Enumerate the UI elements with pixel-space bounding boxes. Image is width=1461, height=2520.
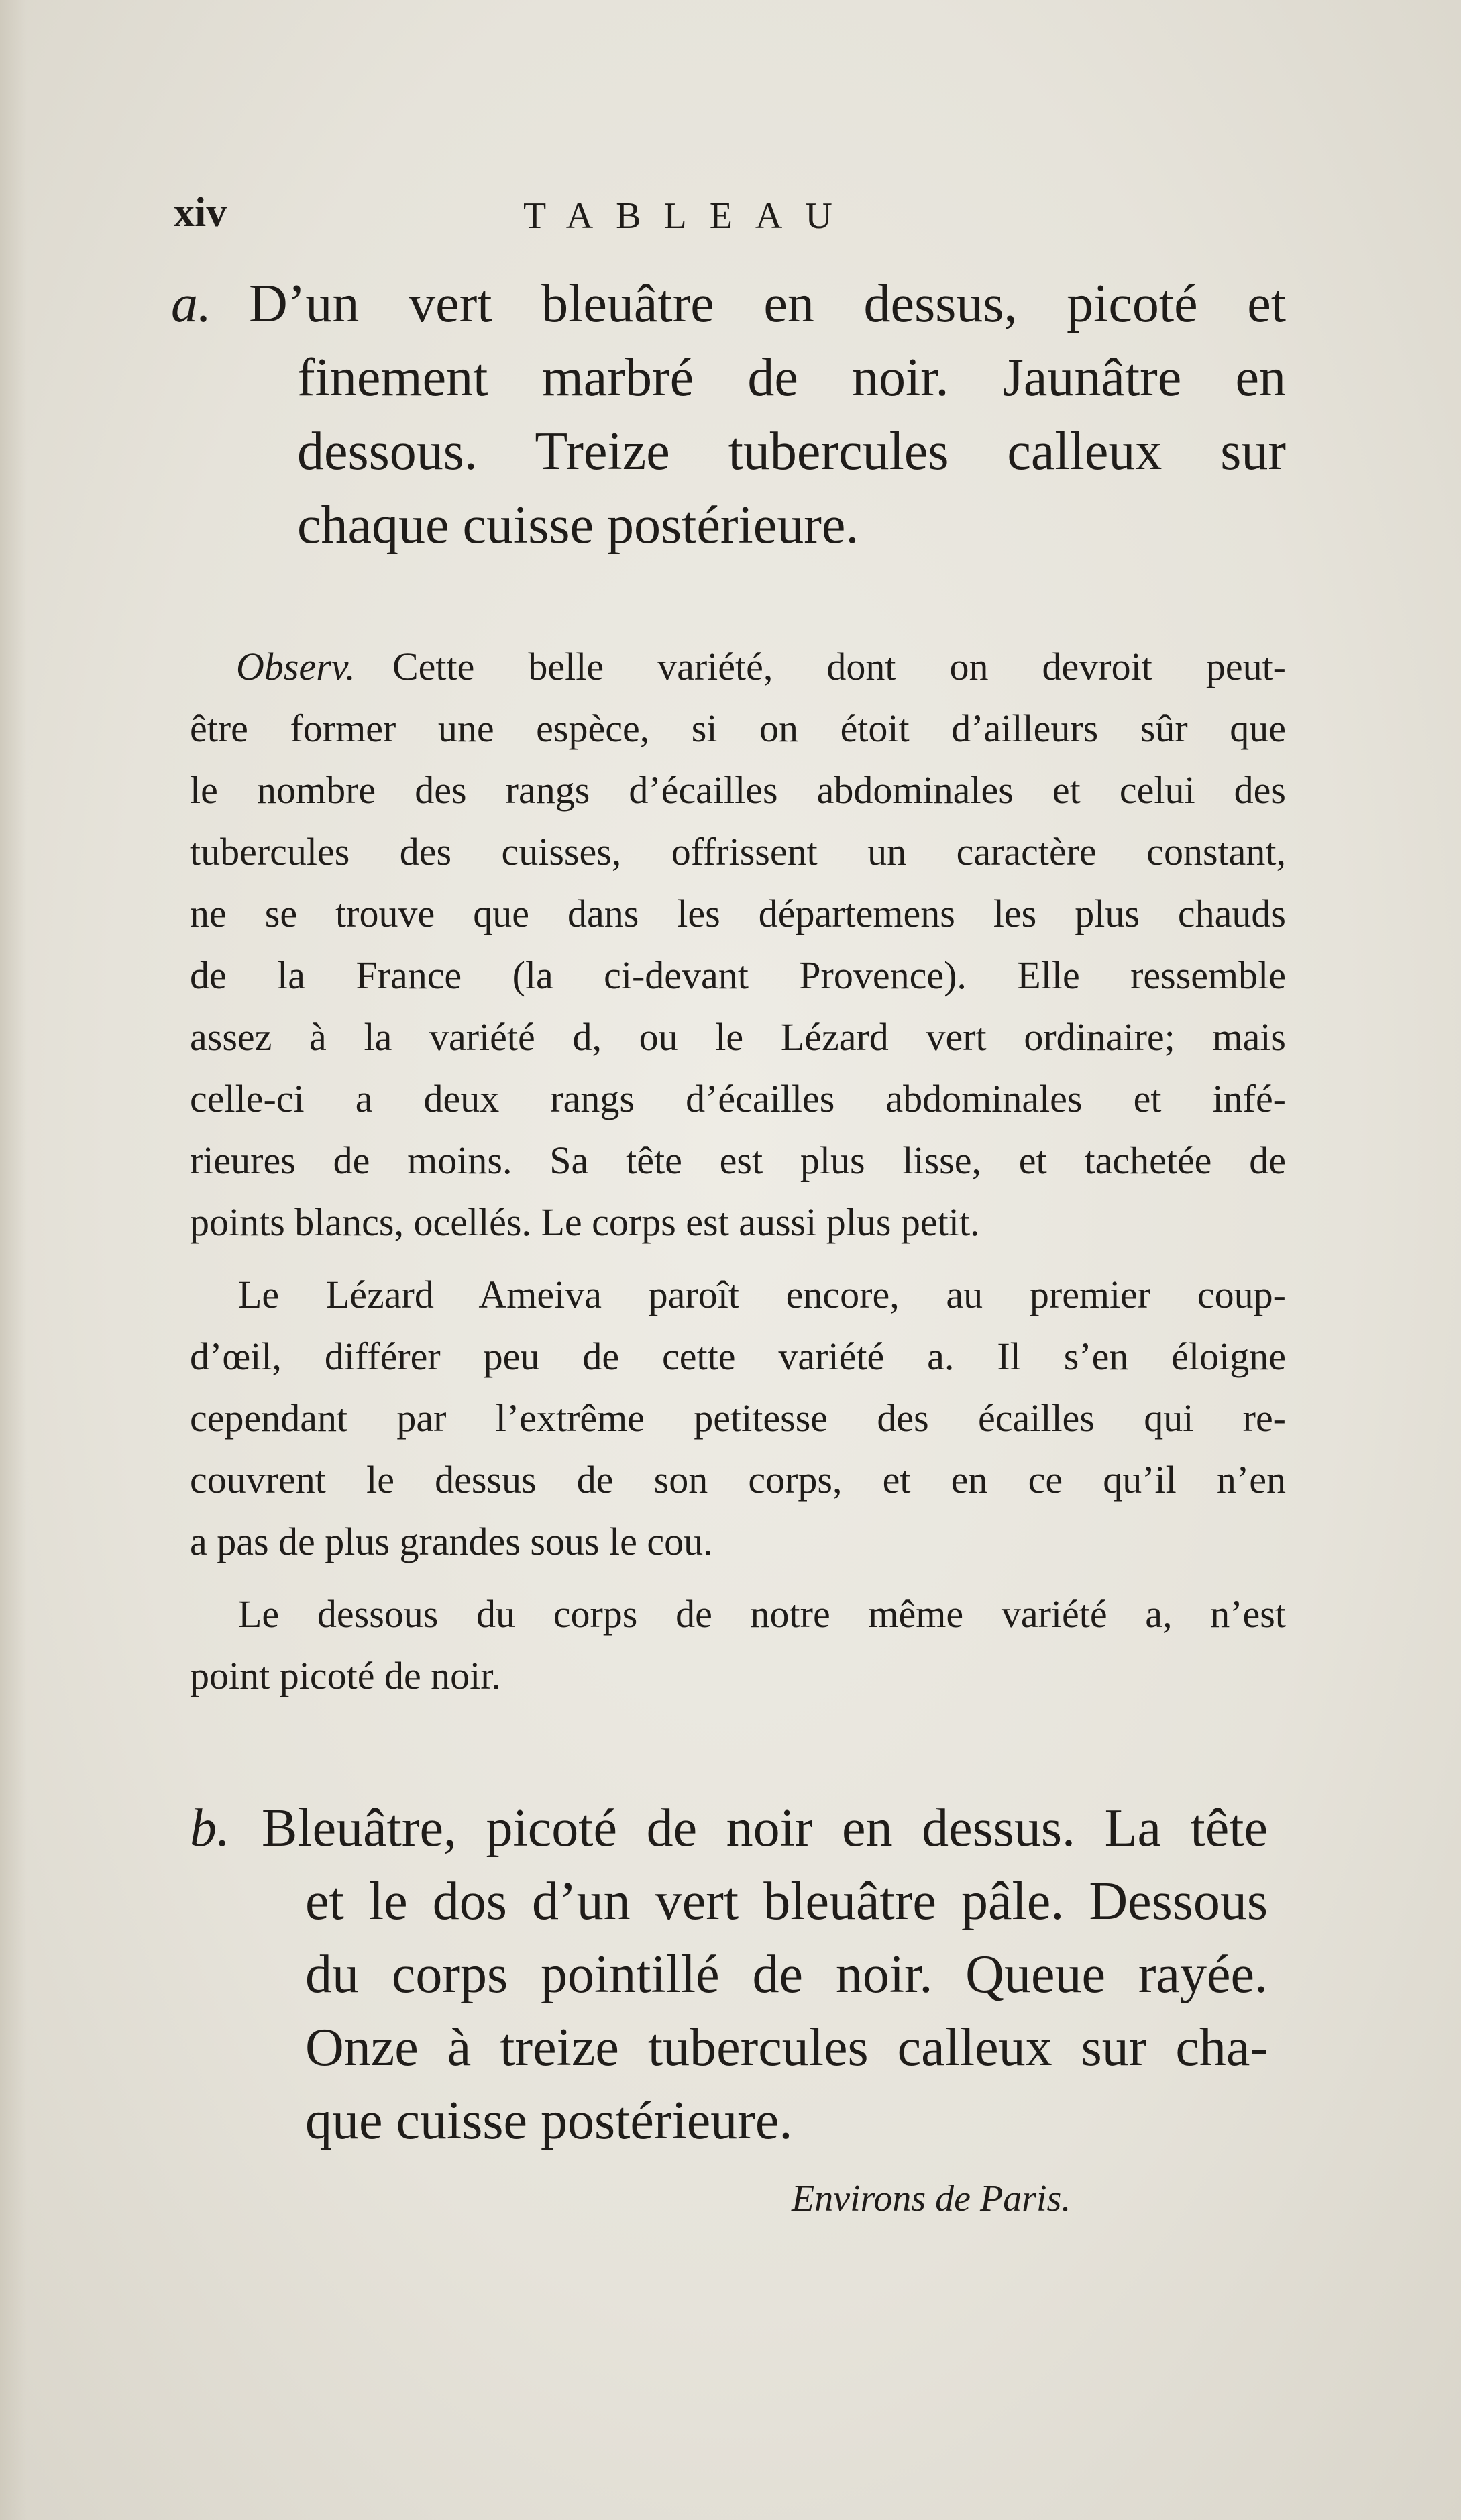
observation-line: rieures de moins. Sa tête est plus lisse, et tachetée de [190,1139,1286,1182]
observation-line: celle-ci a deux rangs d’écailles abdominales et infé- [190,1077,1286,1120]
running-title: TABLEAU [523,195,855,237]
observation-line: couvrent le dessus de son corps, et en ce qu’il n’en [190,1458,1286,1502]
observation-line: a pas de plus grandes sous le cou. [190,1520,713,1563]
observation-line: Le Lézard Ameiva paroît encore, au premier coup- [238,1273,1286,1316]
observation-line: assez à la variété d, ou le Lézard vert ordinaire; mais [190,1015,1286,1059]
observation-line: de la France (la ci-devant Provence). Elle ressemble [190,953,1286,997]
observation-line: Cette belle variété, dont on devroit peut- [392,645,1286,688]
variety-a-line: D’un vert bleuâtre en dessus, picoté et [249,274,1286,333]
observation-line: points blancs, ocellés. Le corps est aussi plus petit. [190,1200,980,1244]
observation-label: Observ. [236,645,356,688]
observation-line: tubercules des cuisses, offrissent un caractère constant, [190,830,1286,874]
observation-line: cependant par l’extrême petitesse des écailles qui re- [190,1396,1286,1440]
observation-line: ne se trouve que dans les départemens les plus chauds [190,892,1286,935]
variety-a-marker: a. [171,274,211,333]
variety-b-line: Onze à treize tubercules calleux sur cha- [305,2018,1268,2077]
variety-a-line: dessous. Treize tubercules calleux sur [297,422,1286,481]
variety-b-line: du corps pointillé de noir. Queue rayée. [305,1945,1268,2004]
variety-b-line: et le dos d’un vert bleuâtre pâle. Dessous [305,1872,1268,1931]
variety-b-line: que cuisse postérieure. [305,2091,793,2150]
variety-b-line: Bleuâtre, picoté de noir en dessus. La tête [262,1799,1268,1858]
page-number: xiv [174,190,227,235]
variety-b-marker: b. [190,1799,230,1858]
locality-note: Environs de Paris. [792,2178,1071,2219]
observation-line: d’œil, différer peu de cette variété a. Il s’en éloigne [190,1334,1286,1378]
observation-line: Le dessous du corps de notre même variété a, n’est [238,1592,1286,1636]
observation-line: être former une espèce, si on étoit d’ailleurs sûr que [190,706,1286,750]
observation-line: le nombre des rangs d’écailles abdominales et celui des [190,768,1286,812]
page-gutter-shadow [0,0,27,2520]
variety-a-line: chaque cuisse postérieure. [297,496,859,555]
variety-a-line: finement marbré de noir. Jaunâtre en [297,348,1286,407]
observation-line: point picoté de noir. [190,1654,501,1697]
